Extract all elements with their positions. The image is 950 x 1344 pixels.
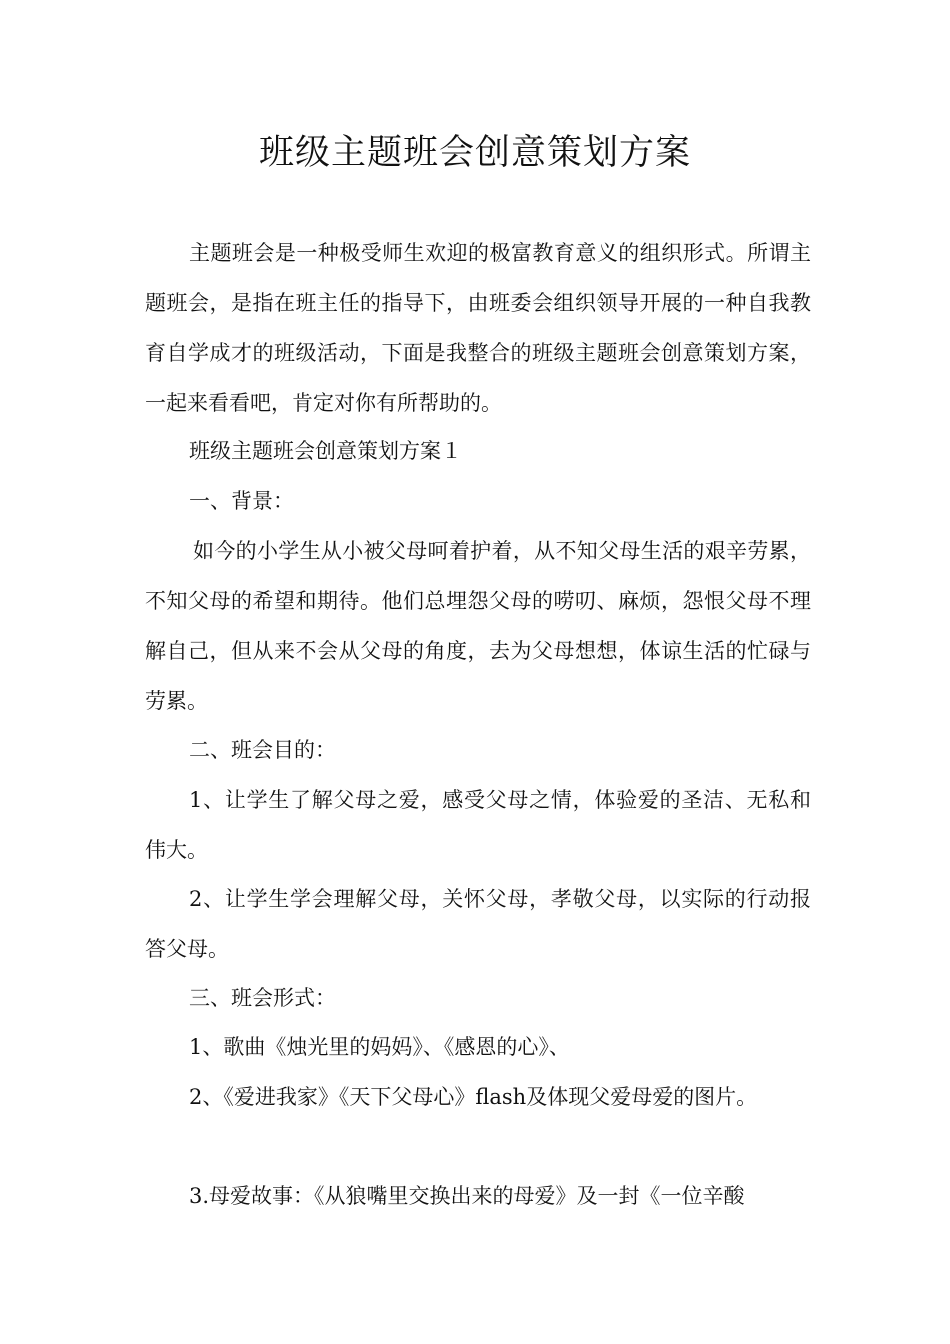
document-title: 班级主题班会创意策划方案 [258, 133, 691, 173]
heading-background: 一、背景： [189, 489, 294, 513]
goal-item-2: 2、让学生学会理解父母，关怀父母，孝敬父母，以实际的行动报答父母。 [145, 887, 811, 961]
heading-goal: 二、班会目的： [189, 738, 336, 762]
form-item-1: 1、歌曲《烛光里的妈妈》、《感恩的心》、 [189, 1035, 570, 1059]
intro-paragraph: 主题班会是一种极受师生欢迎的极富教育意义的组织形式。所谓主题班会，是指在班主任的指导下，由班委会组织领导开展的一种自我教育自学成才的班级活动，下面是我整合的班级主题班会创意策划方案，一起来看看吧，肯定对你有所帮助的。 [145, 241, 811, 415]
heading-form: 三、班会形式： [189, 986, 336, 1010]
section-title: 班级主题班会创意策划方案１ [189, 439, 462, 463]
form-item-2: 2、《爱进我家》《天下父母心》flash及体现父爱母爱的图片。 [189, 1085, 758, 1109]
form-item-3: 3.母爱故事：《从狼嘴里交换出来的母爱》及一封《一位辛酸 [189, 1184, 745, 1208]
background-paragraph: 如今的小学生从小被父母呵着护着，从不知父母生活的艰辛劳累，不知父母的希望和期待。他们总埋怨父母的唠叨、麻烦，怨恨父母不理解自己，但从来不会从父母的角度，去为父母想想，体谅生活的忙碌与劳累。 [145, 539, 811, 713]
goal-item-1: 1、让学生了解父母之爱，感受父母之情，体验爱的圣洁、无私和伟大。 [145, 788, 811, 862]
